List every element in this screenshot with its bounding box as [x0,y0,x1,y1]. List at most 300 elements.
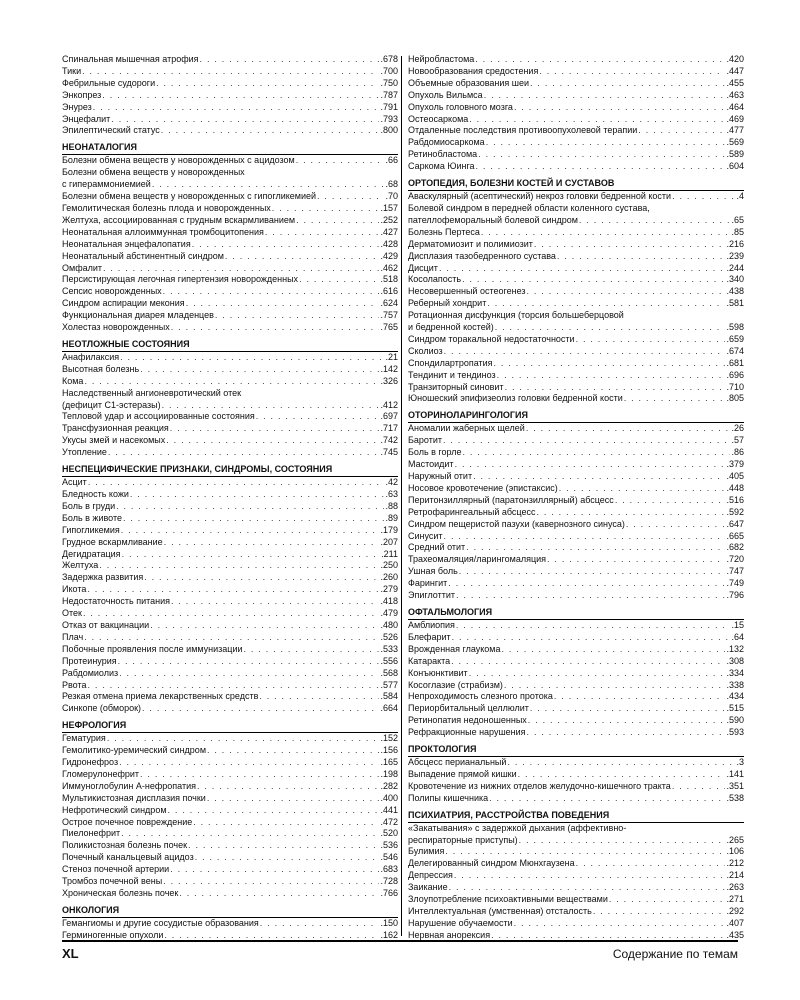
dot-leader [256,411,380,423]
entry-title: Ушная боль [408,566,458,577]
entry-row [62,447,398,459]
entry-title: Герминогенные опухоли [62,929,164,940]
section-heading: ПСИХИАТРИЯ, РАССТРОЙСТВА ПОВЕДЕНИЯ [408,809,610,820]
entry-title: Катаракта [408,655,451,666]
entry-row [408,507,744,519]
dot-leader [188,840,379,852]
entry-title: Непроходимость слезного протока [408,691,553,702]
entry-row [62,632,398,644]
entry-title: Гемолитическая болезнь плода и новорожденных [62,202,271,213]
entry-page-number: .179 [380,524,398,535]
entry-title: Кома [62,375,84,386]
entry-page-number: .749 [726,578,744,589]
dot-leader [265,227,380,239]
entry-page-number: .624 [380,298,398,309]
dot-leader [296,215,379,227]
toc-entry [408,423,744,435]
toc-entry [62,525,398,537]
dot-leader [576,334,726,346]
entry-page-number: .3 [736,757,744,768]
entry-row [62,54,398,66]
entry-page-number: .214 [726,870,744,881]
entry-title: Недостаточность питания [62,596,170,607]
entry-title: Эпилептический статус [62,125,160,136]
toc-entry [62,114,398,126]
entry-page-number: .66 [385,155,398,166]
toc-entry [62,102,398,114]
toc-entry [62,376,398,388]
toc-entry [408,715,744,727]
dot-leader [102,90,379,102]
dot-leader [559,483,726,495]
entry-page-number: .604 [726,161,744,172]
entry-page-number: .412 [380,399,398,410]
entry-title: Хроническая болезнь почек [62,888,179,898]
toc-entry [408,435,744,447]
entry-row [408,78,744,90]
entry-page-number: .26 [731,423,744,434]
dot-leader [142,703,379,715]
entry-title: Отек [62,608,82,619]
entry-page-number: .793 [380,113,398,124]
running-footer-title: Содержание по темам [612,947,738,961]
entry-page-number: .250 [380,560,398,571]
entry-page-number: .152 [380,733,398,744]
entry-row [62,286,398,298]
entry-row [408,483,744,495]
dot-leader [152,179,385,191]
toc-entry [408,566,744,578]
entry-row [62,596,398,608]
entry-page-number: .68 [385,179,398,190]
toc-entry [62,560,398,572]
toc-entry [408,191,744,203]
entry-title: Резкая отмена приема лекарственных средств [62,691,259,702]
entry-page-number: .592 [726,506,744,517]
entry-row [408,251,744,263]
entry-page-number: .520 [380,828,398,839]
dot-leader [121,525,380,537]
entry-page-number: .165 [380,757,398,768]
dot-leader [484,90,726,102]
entry-page-number: .271 [726,894,744,905]
entry-page-number: .717 [380,423,398,434]
entry-title: Сепсис новорожденных [62,286,162,297]
entry-row [62,608,398,620]
entry-title: Эпиглоттит [408,590,456,601]
dot-leader [497,370,726,382]
entry-title: Делегированный синдром Мюнхгаузена [408,858,575,869]
toc-entry [408,632,744,644]
entry-title: Трансфузионная реакция [62,423,169,434]
dot-leader [116,501,384,513]
toc-entry [62,251,398,263]
toc-entry [408,656,744,668]
toc-entry [408,620,744,632]
entry-title: Болезни обмена веществ у новорожденных с ацидозом [62,155,295,166]
toc-entry [408,102,744,114]
entry-page-number: .63 [385,489,398,499]
entry-page-number: .252 [380,214,398,225]
dot-leader [469,668,726,680]
dot-leader [444,346,726,358]
toc-entry [408,227,744,239]
toc-entry [62,125,398,137]
entry-title: Икота [62,584,87,595]
entry-row [408,590,744,602]
entry-row [62,805,398,817]
entry-title: Поликистозная болезнь почек [62,840,188,851]
entry-title: Тики [62,65,82,76]
entry-row [62,656,398,668]
entry-page-number: .796 [726,590,744,601]
entry-title: Тепловой удар и ассоциированные состояния [62,411,255,422]
dot-leader [296,155,385,167]
toc-entry [408,918,744,930]
dot-leader [82,66,379,78]
dot-leader [87,584,379,596]
dot-leader [122,549,381,561]
toc-entry [62,656,398,668]
entry-title: Боль в животе [62,512,122,523]
toc-entry [408,727,744,739]
toc-entry [408,78,744,90]
entry-page-number: .720 [726,554,744,565]
entry-row [62,263,398,275]
toc-entry [62,411,398,423]
toc-entry [62,852,398,864]
toc-entry [408,519,744,531]
entry-row [408,703,744,715]
toc-entry [408,882,744,894]
entry-title: Нефротический синдром [62,804,167,815]
entry-page-number: .21 [385,351,398,362]
entry-title-continuation: с гипераммониемией [62,179,151,190]
dot-leader [672,191,735,203]
dot-leader [456,620,731,632]
entry-page-number: .244 [726,262,744,273]
dot-leader [528,715,726,727]
dot-leader [88,477,385,489]
entry-row [408,215,744,227]
entry-row [62,668,398,680]
entry-row [408,149,744,161]
entry-title: Желтуха, ассоциированная с грудным вскармливанием [62,214,296,225]
dot-leader [466,542,725,554]
entry-title: Нарушение обучаемости [408,917,513,928]
entry-title: Сколиоз [408,345,443,356]
toc-entry [62,793,398,805]
toc-entry [62,733,398,745]
entry-row [408,227,744,239]
entry-page-number: .438 [726,286,744,297]
dot-leader [150,620,379,632]
dot-leader [119,668,379,680]
entry-page-number: .577 [380,679,398,690]
entry-row [62,155,398,167]
entry-title: Дисплазия тазобедренного сустава [408,250,556,261]
toc-entry [62,215,398,227]
entry-row [408,239,744,251]
entry-page-number: .664 [380,703,398,714]
entry-title: Функциональная диарея младенцев [62,310,214,321]
entry-page-number: .568 [380,667,398,678]
entry-page-number: .742 [380,435,398,446]
entry-title: Задержка развития [62,572,144,583]
entry-title: Косолапость [408,274,462,285]
toc-entry [408,757,744,769]
entry-title: Дисцит [408,262,438,273]
entry-row [408,263,744,275]
entry-page-number: .150 [380,917,398,928]
entry-row [62,489,398,501]
toc-entry [408,680,744,692]
entry-title: Мастоидит [408,459,454,470]
dot-leader [121,828,379,840]
entry-title: Опухоль Вильмса [408,89,483,100]
entry-row [62,66,398,78]
entry-page-number: .750 [380,77,398,88]
dot-leader [473,471,725,483]
entry-row [62,864,398,876]
toc-entry [62,805,398,817]
entry-title: Холестаз новорожденных [62,322,170,333]
entry-title: Отказ от вакцинации [62,619,150,630]
toc-entry [62,447,398,459]
dot-leader [486,137,726,149]
dot-leader [507,757,735,769]
entry-row [62,102,398,114]
toc-entry [62,608,398,620]
entry-page-number: .448 [726,482,744,493]
entry-title-continuation: и бедренной костей) [408,322,494,333]
entry-row [62,125,398,137]
entry-row [408,66,744,78]
entry-page-number: .340 [726,274,744,285]
entry-row [62,584,398,596]
entry-title: Новообразования средостения [408,65,539,76]
dot-leader [192,239,380,251]
entry-row [62,251,398,263]
dot-leader [615,495,726,507]
toc-entry [62,584,398,596]
entry-title: Плач [62,631,84,642]
toc-entry [62,644,398,656]
entry-title: Мультикистозная дисплазия почки [62,792,206,803]
entry-title: Полипы кишечника [408,792,489,803]
entry-row [408,680,744,692]
entry-row [408,566,744,578]
page-number: XL [62,946,79,961]
entry-page-number: .593 [726,727,744,738]
entry-row [408,322,744,334]
entry-title: Спондилартропатия [408,357,493,368]
entry-row [408,447,744,459]
entry-row [408,114,744,126]
entry-page-number: .696 [726,369,744,380]
entry-title: Несовершенный остеогенез [408,286,526,297]
entry-title: Неонатальный абстинентный синдром [62,250,224,261]
entry-title: Баротит [408,435,442,446]
entry-page-number: .260 [380,572,398,583]
toc-entry [62,828,398,840]
entry-page-number: .616 [380,286,398,297]
entry-title: Почечный канальцевый ацидоз [62,852,194,863]
entry-title: Тромбоз почечной вены [62,876,163,887]
toc-entry [408,286,744,298]
toc-entry [62,549,398,561]
entry-row [62,227,398,239]
entry-row [408,727,744,739]
toc-entry [62,66,398,78]
entry-title: Нейробластома [408,54,475,64]
entry-title: Боль в груди [62,500,116,511]
dot-leader [99,560,379,572]
entry-page-number: .678 [380,54,398,64]
toc-entry [62,388,398,412]
entry-title: Аваскулярный (асептический) некроз головки бедренной кости [408,191,672,202]
toc-entry [408,542,744,554]
toc-entry [408,90,744,102]
entry-page-number: .546 [380,852,398,863]
entry-page-number: .455 [726,77,744,88]
toc-entry [62,632,398,644]
entry-row [408,542,744,554]
entry-title: Депрессия [408,870,453,881]
entry-row [62,781,398,793]
entry-page-number: .674 [726,345,744,356]
dot-leader [162,400,380,412]
entry-page-number: .598 [726,322,744,333]
entry-title: Энурез [62,101,92,112]
dot-leader [111,114,379,126]
toc-entry [408,310,744,334]
entry-page-number: .86 [731,447,744,458]
toc-entry [62,310,398,322]
entry-page-number: .88 [385,500,398,511]
section-heading: ОФТАЛЬМОЛОГИЯ [408,606,493,617]
entry-title: Фарингит [408,578,448,589]
dot-leader [200,54,380,66]
entry-title: Косоглазие (страбизм) [408,679,503,690]
entry-page-number: .590 [726,715,744,726]
entry-title: Трахеомаляция/ларингомаляция [408,554,547,565]
toc-entry [408,137,744,149]
entry-page-number: .212 [726,858,744,869]
toc-entry [408,644,744,656]
entry-page-number: .765 [380,322,398,333]
entry-title: Амблиопия [408,619,455,630]
entry-title: Объемные образования шеи [408,77,530,88]
entry-page-number: .538 [726,792,744,803]
dot-leader [489,793,725,805]
entry-title: Ротационная дисфункция (торсия большеберцовой [408,310,624,321]
toc-entry [408,691,744,703]
entry-row [62,114,398,126]
dot-leader [539,66,725,78]
entry-row [408,578,744,590]
entry-page-number: .536 [380,840,398,851]
dot-leader [530,703,726,715]
dot-leader [638,125,725,137]
toc-entry [408,495,744,507]
toc-entry [408,554,744,566]
entry-title: Тендинит и тендиноз [408,369,496,380]
entry-row [408,715,744,727]
entry-row [408,531,744,543]
entry-title: Ретинопатия недоношенных [408,715,527,726]
entry-row [62,364,398,376]
entry-row [62,703,398,715]
entry-title: Блефарит [408,631,451,642]
entry-page-number: .464 [726,101,744,112]
entry-page-number: .526 [380,631,398,642]
entry-page-number: .463 [726,89,744,100]
entry-page-number: .515 [726,703,744,714]
entry-row [408,554,744,566]
toc-entry [62,203,398,215]
dot-leader [505,382,726,394]
dot-leader [130,489,385,501]
dot-leader [123,513,384,525]
entry-page-number: .556 [380,655,398,666]
dot-leader [459,566,726,578]
entry-row [408,846,744,858]
entry-row [408,274,744,286]
entry-row [62,918,398,930]
toc-entry [62,876,398,888]
entry-page-number: .279 [380,584,398,595]
entry-title: Отдаленные последствия противоопухолевой терапии [408,125,638,136]
entry-row [408,346,744,358]
toc-entry [62,167,398,191]
entry-row [408,644,744,656]
entry-page-number: .518 [380,274,398,285]
toc-entry [62,298,398,310]
entry-row [408,632,744,644]
entry-row [62,435,398,447]
toc-entry [62,435,398,447]
section-heading: ПРОКТОЛОГИЯ [408,744,477,755]
toc-entry [408,894,744,906]
dot-leader [449,882,726,894]
entry-page-number: .207 [380,536,398,547]
entry-title: Грудное вскармливание [62,536,163,547]
toc-entry [62,227,398,239]
dot-leader [163,286,380,298]
toc-entry [62,817,398,829]
entry-title: Синдром аспирации мекония [62,298,185,309]
entry-row [62,757,398,769]
toc-column-right [408,54,744,942]
toc-entry [62,286,398,298]
entry-title: Гематурия [62,733,106,744]
entry-page-number: .462 [380,262,398,273]
entry-row [408,298,744,310]
toc-entry [62,745,398,757]
entry-title: Боль в горле [408,447,462,458]
dot-leader [495,322,726,334]
entry-page-number: .728 [380,876,398,887]
dot-leader [527,286,726,298]
entry-page-number: .747 [726,566,744,577]
entry-row [62,411,398,423]
entry-row [62,828,398,840]
entry-row [408,870,744,882]
entry-row [62,501,398,513]
entry-page-number: .216 [726,238,744,249]
entry-page-number: .292 [726,906,744,916]
